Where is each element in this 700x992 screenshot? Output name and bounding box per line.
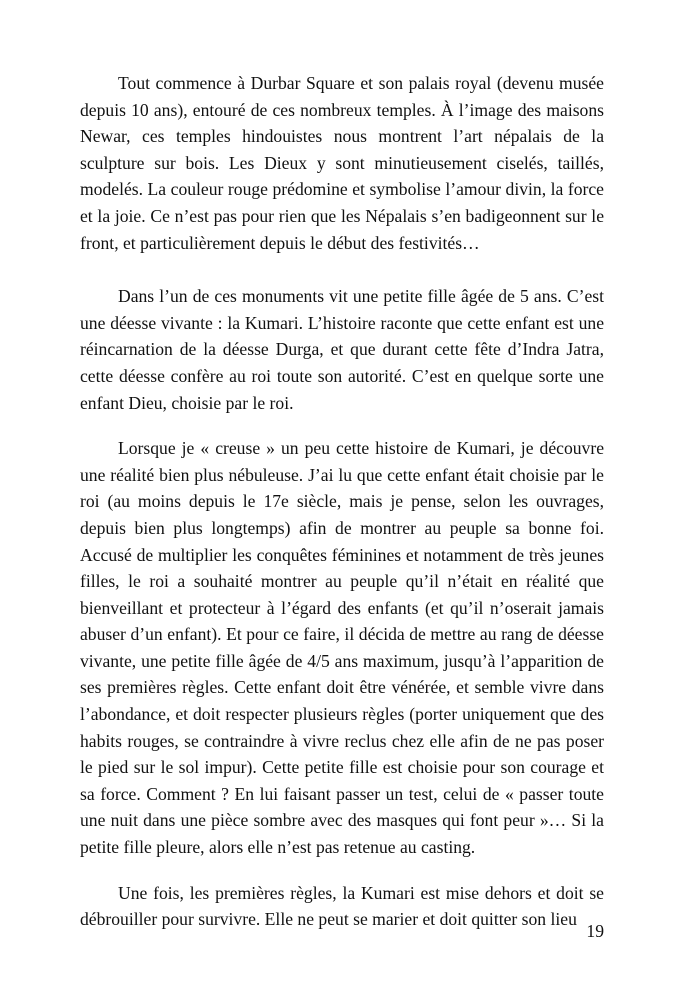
paragraph-kumari-goddess: Dans l’un de ces monuments vit une petite fille âgée de 5 ans. C’est une déesse vivante : la Kumari. L’histoire raconte que cette enfant est une réincarnation de la déesse Durga, et que durant cette fête d’Indra Jatra, cette déesse confère au roi toute son autorité. C’est en quelque sorte une enfant Dieu, choisie par le roi. bbox=[80, 286, 604, 413]
page-number: 19 bbox=[586, 921, 604, 941]
paragraph-durbar-square: Tout commence à Durbar Square et son palais royal (devenu musée depuis 10 ans), entouré de ces nombreux temples. À l’image des maisons Newar, ces temples hindouistes nous montrent l’art népalais de la sculpture sur bois. Les Dieux y sont minutieusement ciselés, taillés, modelés. La couleur rouge prédomine et symbolise l’amour divin, la force et la joie. Ce n’est pas pour rien que les Népalais s’en badigeonnent sur le front, et particulièrement depuis le début des festivités… bbox=[80, 73, 604, 253]
paragraph-after-first-rules: Une fois, les premières règles, la Kumari est mise dehors et doit se débrouiller pour survivre. Elle ne peut se marier et doit quitter son lieu bbox=[80, 882, 604, 930]
paragraph-kumari-history: Lorsque je « creuse » un peu cette histoire de Kumari, je découvre une réalité bien plus nébuleuse. J’ai lu que cette enfant était choisie par le roi (au moins depuis le 17e siècle, mais je pense, selon les ouvrages, depuis bien plus longtemps) afin de montrer au peuple sa bonne foi. Accusé de multiplier les conquêtes féminines et notamment de très jeunes filles, le roi a souhaité montrer au peuple qu’il n’était en réalité que bienveillant et protecteur à l’égard des enfants (et qu’il n’oserait jamais abuser d’un enfant). Et pour ce faire, il décida de mettre au rang de déesse vivante, une petite fille âgée de 4/5 ans maximum, jusqu’à l’apparition de ses premières règles. Cette enfant doit être vénérée, et semble vivre dans l’abondance, et doit respecter plusieurs règles (porter uniquement que des habits rouges, se contraindre à vivre reclus chez elle afin de ne pas poser le pied sur le sol impur). Cette petite fille est choisie pour son courage et sa force. Comment ? En lui faisant passer un test, celui de « passer toute une nuit dans une pièce sombre avec des masques qui font peur »… Si la petite fille pleure, alors elle n’est pas retenue au casting. bbox=[80, 438, 604, 858]
body-text bbox=[80, 70, 604, 933]
